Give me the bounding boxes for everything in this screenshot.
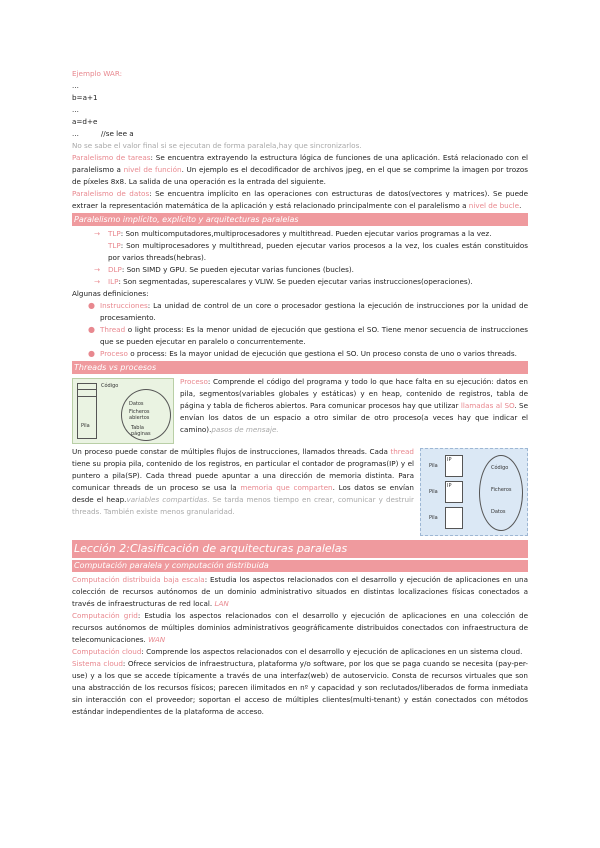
stack-label: Pila xyxy=(429,463,438,469)
ip-label: IP xyxy=(447,483,452,489)
bullet-icon: ● xyxy=(88,349,95,358)
stack-label: Pila xyxy=(429,489,438,495)
arrow-icon: → xyxy=(94,229,101,238)
code-label: Código xyxy=(491,465,509,471)
register-box xyxy=(77,389,97,397)
datos-paragraph: Paralelismo de datos: Se encuentra implícito en las operaciones con estructuras de datos(vectores y matrices). Se puede extraer la representación matemática de la aplicación y está relacionado principalmente con el paralelismo a nivel de bucle. xyxy=(72,189,528,210)
files-label: Ficheros abiertos xyxy=(129,409,150,421)
files-label: Ficheros xyxy=(491,487,512,493)
code-label: Código xyxy=(101,383,119,389)
list-item: ● Proceso o process: Es la mayor unidad de ejecución que gestiona el SO. Un proceso consta de uno o varios threads. xyxy=(88,349,517,358)
threads-diagram xyxy=(420,448,528,536)
data-label: Datos xyxy=(129,401,144,407)
cloud-paragraph: Computación cloud: Comprende los aspectos relacionados con el desarrollo y ejecución de aplicaciones en un sistema cloud. xyxy=(72,647,523,656)
stack-label: Pila xyxy=(429,515,438,521)
pages-label: Tabla páginas xyxy=(131,425,151,437)
list-item: ● Thread o light process: Es la menor unidad de ejecución que gestiona el SO. Tiene menor secuencia de instrucciones que se pueden ejecutar en paralelo o concurrentemente. xyxy=(88,325,528,346)
section-heading: Threads vs procesos xyxy=(72,361,528,374)
proceso-paragraph: Proceso: Comprende el código del programa y todo lo que hace falta en su ejecución: datos en pila, segmentos(variables globales y estáticas) y en heap, contenido de registros, tabla de página y tabla de ficheros abiertos. Para comunicar procesos hay que utilizar llamadas al SO. Se envían los datos de un espacio a otro similar de otro proceso(a veces hay que indicar el camino).pasos de mensaje. xyxy=(180,377,529,434)
list-item: → TLP: Son multicomputadores,multiprocesadores y multithread. Pueden ejecutar varios programas a la vez. xyxy=(94,229,492,238)
arrow-list xyxy=(72,228,528,288)
data-label: Datos xyxy=(491,509,506,515)
process-diagram xyxy=(72,378,174,444)
list-item: ● Instrucciones: La unidad de control de un core o procesador gestiona la ejecución de instrucciones por la unidad de procesamiento. xyxy=(88,301,528,322)
arrow-icon: → xyxy=(94,277,101,286)
stack-label: Pila xyxy=(81,423,90,429)
ejemplo-note: No se sabe el valor final si se ejecutan de forma paralela,hay que sincronizarlos. xyxy=(72,141,362,150)
ip-label: IP xyxy=(447,457,452,463)
dist-paragraph: Computación distribuida baja escala: Estudia los aspectos relacionados con el desarrollo y ejecución de aplicaciones en una colección de recursos autónomos de un dominio administrativo situados en distintas localizaciones físicas conectados a través de infraestructuras de red local. LAN xyxy=(72,575,529,608)
document-page xyxy=(72,68,528,718)
thread-stack-box xyxy=(445,507,463,529)
sistema-cloud-paragraph: Sistema cloud: Ofrece servicios de infraestructura, plataforma y/o software, por los que se paga cuando se necesita (pay-per-use) y a los que se accede típicamente a través de una interfaz(web) de autoservicio. Consta de recursos virtuales que son una abstracción de los recursos físicos; parecen ilimitados en nº y capacidad y son reclutados/liberados de forma inmediata sin interacción con el proveedor; soportan el acceso de múltiples clientes(multi-tenant) y están conectados con métodos estándar independientes de la plataforma de acceso. xyxy=(72,659,528,716)
list-item: → DLP: Son SIMD y GPU. Se pueden ejecutar varias funciones (bucles). xyxy=(94,265,354,274)
code-comment-line: ... //se lee a xyxy=(72,129,134,138)
list-item: → ILP: Son segmentadas, superescalares y VLIW. Se pueden ejecutar varias instrucciones(operaciones). xyxy=(94,277,473,286)
lesson-heading: Lección 2:Clasificación de arquitecturas paralelas xyxy=(72,540,528,558)
list-item: TLP: Son multiprocesadores y multithread, pueden ejecutar varios procesos a la vez, los cuales están constituidos por varios threads(hebras). xyxy=(108,241,528,262)
thread-paragraph: Un proceso puede constar de múltiples flujos de instrucciones, llamados threads. Cada thread tiene su propia pila, contenido de los registros, en particular el contador de programas(IP) y el puntero a pila(SP). Cada thread puede apuntar a una dirección de memoria distinta. Para comunicar threads de un proceso se usa la memoria que comparten. Los datos se envían desde el heap.variables compartidas. Se tarda menos tiempo en crear, comunicar y destruir threads. También existe menos granularidad. xyxy=(72,447,414,516)
code-line: b=a+1 xyxy=(72,93,98,102)
arrow-icon: → xyxy=(94,265,101,274)
definitions-label: Algunas definiciones: xyxy=(72,289,149,298)
bullet-icon: ● xyxy=(88,325,95,334)
code-line: ... xyxy=(72,105,79,114)
code-line: a=d+e xyxy=(72,117,98,126)
section-heading: Paralelismo implícito, explícito y arquitecturas paralelas xyxy=(72,213,528,226)
bullet-icon: ● xyxy=(88,301,95,310)
subsection-heading: Computación paralela y computación distribuida xyxy=(72,560,528,572)
tareas-paragraph: Paralelismo de tareas: Se encuentra extrayendo la estructura lógica de funciones de una aplicación. Está relacionado con el paralelismo a nivel de función. Un ejemplo es el decodificador de archivos jpeg, en el que se comprime la imagen por trozos de píxeles 8x8. La salida de una operación es la entrada del siguiente. xyxy=(72,153,529,186)
ejemplo-title: Ejemplo WAR: xyxy=(72,69,123,78)
code-line: ... xyxy=(72,81,79,90)
grid-paragraph: Computación grid: Estudia los aspectos relacionados con el desarrollo y ejecución de aplicaciones en una colección de recursos autónomos de múltiples dominios administrativos geográficamente distribuidos conectados con infraestructura de telecomunicaciones. WAN xyxy=(72,611,528,644)
definitions-list xyxy=(72,300,528,360)
